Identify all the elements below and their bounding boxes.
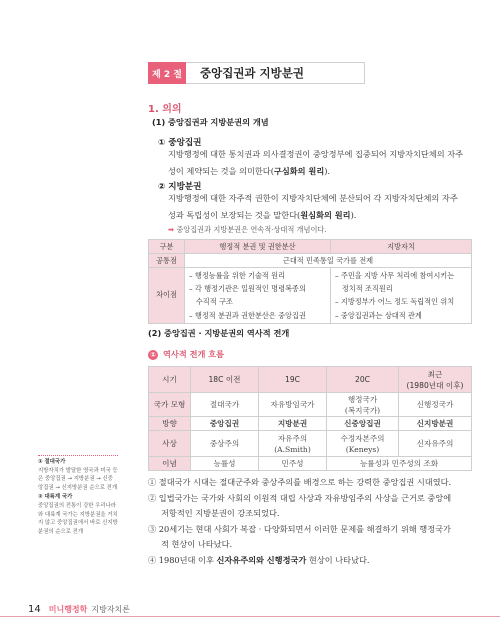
table-header: 구분 <box>149 240 185 254</box>
body-line: 지방행정에 대한 자주적 권한이 지방자치단체에 분산되어 각 지방자치단체의 자주 <box>168 193 458 203</box>
sidebar-note <box>38 458 118 536</box>
table-cell: 능률성 <box>191 457 259 471</box>
table-cell: 신행정국가 <box>399 393 472 417</box>
sidebar-heading: ② 대륙계 국가 <box>38 494 73 501</box>
footer-line <box>0 616 500 617</box>
chapter-header <box>148 62 365 84</box>
table-cell: 신지방분권 <box>399 417 472 431</box>
list-item-continued: 저항적인 지방분권이 강조되었다. <box>161 508 280 518</box>
list-item-continued: 적 현상이 나타났다. <box>161 539 233 549</box>
table-cell: 행정국가 (복지국가) <box>327 393 399 417</box>
sidebar-divider <box>38 455 118 456</box>
list-item: ③ 20세기는 현대 사회가 복잡 · 다양화되면서 이러한 문제를 해결하기 위해 행정국가 <box>148 523 451 534</box>
subsection-title-2: (2) 중앙집권 · 지방분권의 역사적 전개 <box>148 328 290 338</box>
sidebar-text: 중앙집권의 전통이 강한 우리나라와 대륙계 국가는 지방분권을 거치지 않고 중앙집권에서 바로 신지방분권의 순으로 전개 <box>38 502 118 535</box>
list-item: ④ 1980년대 이후 신자유주의와 신행정국가 현상이 나타났다. <box>148 554 370 565</box>
table-cell: 근대적 민족통일 국가를 전제 <box>185 254 472 268</box>
table-header: 18C 이전 <box>191 367 259 393</box>
row-label: 공통점 <box>149 254 185 268</box>
item-heading-decentralization: ② 지방분권 <box>158 182 202 192</box>
row-label: 차이점 <box>149 268 185 324</box>
page-footer <box>28 604 130 615</box>
body-line: 성이 제약되는 것을 의미한다(구심화의 원리). <box>168 166 331 176</box>
row-label: 이념 <box>149 457 191 471</box>
number-badge: ① <box>148 350 158 360</box>
table-cell: 지방분권 <box>259 417 327 431</box>
row-label: 방향 <box>149 417 191 431</box>
table-header: 지방자치 <box>331 240 472 254</box>
body-line: 성과 독립성이 보장되는 것을 말한다(원심화의 원리). <box>168 210 357 220</box>
table-cell: 자유방임국가 <box>259 393 327 417</box>
table-cell: 신중앙집권 <box>327 417 399 431</box>
table-header: 시기 <box>149 367 191 393</box>
table-header: 최근 (1980년대 이후) <box>399 367 472 393</box>
table-header: 20C <box>327 367 399 393</box>
table-cell: 신자유주의 <box>399 431 472 457</box>
arrow-icon: ➡ <box>168 225 175 234</box>
item-heading-centralization: ① 중앙집권 <box>158 138 202 148</box>
row-label: 사상 <box>149 431 191 457</box>
note: ➡ 중앙집권과 지방분권은 연속적·상대적 개념이다. <box>168 225 327 234</box>
list-item: ① 절대국가 시대는 절대군주와 중상주의를 배경으로 하는 강력한 중앙집권 시대였다. <box>148 477 452 487</box>
item-body-decentralization <box>168 190 474 224</box>
chapter-title: 중앙집권과 지방분권 <box>186 62 365 84</box>
table-cell: 자유주의 (A.Smith) <box>259 431 327 457</box>
history-heading: ① 역사적 전개 흐름 <box>148 349 224 360</box>
row-label: 국가 모형 <box>149 393 191 417</box>
section-title: 1. 의의 <box>148 104 182 115</box>
book-brand: 미니행정학 <box>48 605 88 614</box>
table-cell: 중상주의 <box>191 431 259 457</box>
table-cell: 민주성 <box>259 457 327 471</box>
table-cell: – 주민을 지방 사무 처리에 참여시키는 정치적 조직원리 – 지방정부가 어느 정도 독립적인 위치 – 중앙집권과는 상대적 관계 <box>331 268 472 324</box>
key-term: 신자유주의와 신행정국가 <box>216 554 307 565</box>
sidebar-heading: ① 절대국가 <box>38 459 66 465</box>
sidebar-text: 지방자치가 발달한 영국과 미국 등은 중앙집권 → 지방분권 → 신중앙집권 → 신지방분권 순으로 전개 <box>38 467 118 491</box>
table-cell: 절대국가 <box>191 393 259 417</box>
key-term: 원심화의 원리 <box>300 210 351 220</box>
book-subject: 지방자치론 <box>91 605 131 614</box>
key-term: 구심화의 원리 <box>273 166 325 176</box>
chapter-tag: 제 2 절 <box>148 62 186 84</box>
subsection-title-1: (1) 중앙집권과 지방분권의 개념 <box>152 117 269 127</box>
table-cell: – 행정능률을 위한 기술적 원리 – 각 행정기관은 일원적인 명령복종의 수직적 구조 – 행정적 분권과 권한분산은 중앙집권 <box>185 268 331 324</box>
comparison-table <box>148 239 472 324</box>
history-table <box>148 366 472 471</box>
body-line: 지방행정에 대한 통치권과 의사결정권이 중앙정부에 집중되어 지방자치단체의 자주 <box>168 149 464 159</box>
table-header: 19C <box>259 367 327 393</box>
table-cell: 중앙집권 <box>191 417 259 431</box>
table-header: 행정적 분권 및 권한분산 <box>185 240 331 254</box>
list-item: ② 입법국가는 국가와 사회의 이원적 대립 사상과 자유방임주의 사상을 근거로 중앙에 <box>148 492 452 503</box>
page-number: 14 <box>28 604 41 615</box>
item-body-centralization <box>168 146 474 180</box>
table-cell: 능률성과 민주성의 조화 <box>327 457 472 471</box>
history-list <box>148 475 474 568</box>
table-cell: 수정자본주의 (Keneys) <box>327 431 399 457</box>
